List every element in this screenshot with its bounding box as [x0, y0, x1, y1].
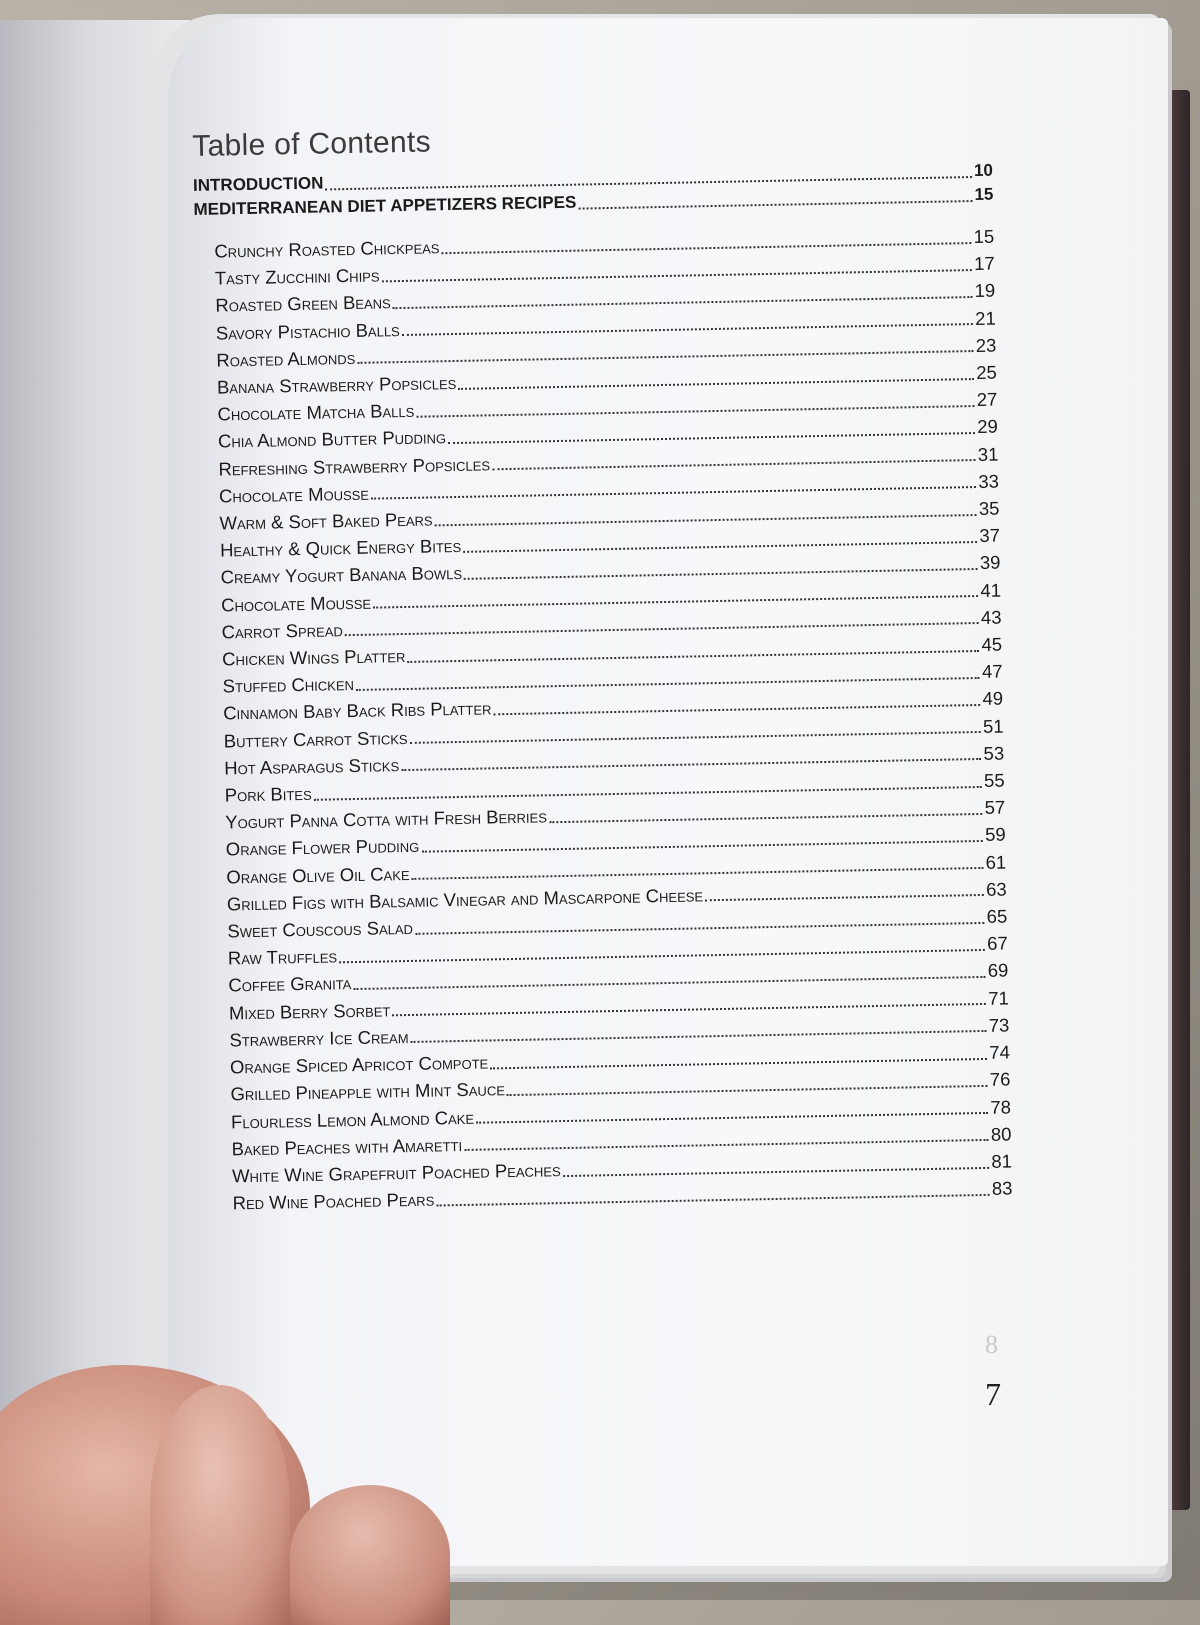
entry-page: 33 [978, 470, 1000, 492]
entry-page: 35 [978, 497, 1000, 519]
entry-label: Roasted Almonds [216, 346, 356, 371]
finger [290, 1485, 450, 1625]
entry-page: 23 [975, 334, 997, 356]
entry-label: Coffee Granita [228, 972, 352, 996]
entry-label: Red Wine Poached Pears [232, 1188, 435, 1214]
entry-page: 76 [989, 1068, 1011, 1091]
entry-label: Yogurt Panna Cotta with Fresh Berries [225, 805, 548, 833]
entry-page: 74 [989, 1041, 1011, 1063]
entry-label: Stuffed Chicken [222, 673, 355, 697]
entry-label: INTRODUCTION [192, 173, 324, 195]
entry-label: Chicken Wings Platter [221, 645, 406, 670]
main-entries [193, 159, 994, 222]
entry-label: Chocolate Mousse [218, 482, 370, 507]
entry-page: 17 [973, 252, 995, 275]
entry-label: Cinnamon Baby Back Ribs Platter [223, 697, 492, 724]
entry-page: 19 [974, 280, 996, 302]
entry-page: 31 [977, 443, 999, 465]
entry-label: Hot Asparagus Sticks [224, 754, 400, 779]
entry-label: Warm & Soft Baked Pears [219, 508, 433, 534]
entry-page: 63 [985, 878, 1007, 900]
entry-page: 81 [991, 1150, 1013, 1172]
entry-label: Grilled Figs with Balsamic Vinegar and Mascarpone Cheese [226, 884, 704, 915]
entry-page: 78 [990, 1095, 1012, 1118]
entry-label: Roasted Green Beans [215, 291, 391, 316]
entry-label: MEDITERRANEAN DIET APPETIZERS RECIPES [193, 192, 577, 219]
entry-page: 65 [986, 905, 1008, 927]
entry-label: Orange Flower Pudding [225, 835, 420, 860]
entry-page: 15 [974, 184, 994, 204]
entry-page: 39 [979, 551, 1001, 574]
entry-page: 67 [986, 932, 1008, 955]
entry-page: 57 [984, 796, 1006, 819]
entry-page: 83 [991, 1177, 1013, 1199]
toc-title: Table of Contents [192, 125, 432, 163]
dot-leader [705, 894, 984, 901]
entry-page: 53 [983, 742, 1005, 764]
entry-label: Baked Peaches with Amaretti [231, 1133, 463, 1160]
entry-label: Tasty Zucchini Chips [214, 264, 380, 289]
entry-page: 59 [984, 823, 1006, 846]
entry-label: White Wine Grapefruit Poached Peaches [231, 1159, 561, 1187]
entry-page: 80 [990, 1123, 1012, 1145]
entry-label: Chocolate Mousse [220, 591, 372, 616]
entry-page: 49 [982, 687, 1004, 710]
entry-label: Raw Truffles [227, 945, 338, 969]
entry-label: Crunchy Roasted Chickpeas [214, 236, 440, 262]
finger [150, 1385, 290, 1625]
entry-page: 10 [973, 160, 994, 180]
entry-label: Healthy & Quick Energy Bites [219, 535, 462, 561]
entry-label: Chia Almond Butter Pudding [217, 426, 447, 452]
entry-label: Chocolate Matcha Balls [217, 400, 415, 425]
entry-label: Orange Olive Oil Cake [226, 862, 410, 888]
entry-page: 61 [985, 851, 1007, 873]
entry-page: 69 [987, 959, 1009, 982]
entry-label: Strawberry Ice Cream [229, 1025, 409, 1051]
entry-label: Carrot Spread [221, 619, 343, 643]
recipe-entries [214, 223, 1013, 1217]
entry-label: Creamy Yogurt Banana Bowls [220, 562, 463, 588]
entry-page: 25 [976, 361, 997, 384]
entry-page: 41 [980, 579, 1002, 601]
entry-label: Grilled Pineapple with Mint Sauce [230, 1078, 506, 1105]
entry-page: 21 [974, 307, 996, 329]
entry-page: 45 [981, 633, 1003, 655]
page-number: 7 [985, 1376, 1001, 1412]
entry-label: Banana Strawberry Popsicles [216, 371, 457, 398]
entry-label: Pork Bites [224, 782, 312, 806]
entry-page: 27 [976, 388, 998, 411]
entry-page: 73 [988, 1014, 1010, 1036]
entry-page: 15 [973, 225, 995, 248]
entry-page: 43 [980, 606, 1002, 628]
entry-page: 55 [983, 769, 1005, 791]
entry-label: Buttery Carrot Sticks [223, 726, 408, 752]
entry-label: Sweet Couscous Salad [227, 916, 414, 942]
table-of-contents [192, 115, 1013, 1217]
entry-label: Flourless Lemon Almond Cake [230, 1106, 475, 1132]
entry-label: Savory Pistachio Balls [215, 318, 400, 344]
dot-leader [578, 200, 972, 210]
dot-leader [549, 813, 983, 823]
entry-page: 51 [982, 715, 1004, 737]
dot-leader [563, 1166, 990, 1176]
entry-page: 47 [981, 660, 1003, 683]
entry-page: 29 [977, 416, 999, 438]
entry-label: Orange Spiced Apricot Compote [229, 1051, 489, 1078]
entry-label: Mixed Berry Sorbet [228, 999, 391, 1024]
show-through-page-number: 8 [985, 1330, 998, 1359]
entry-page: 71 [988, 987, 1010, 1009]
entry-page: 37 [979, 524, 1001, 547]
entry-label: Refreshing Strawberry Popsicles [218, 452, 491, 480]
